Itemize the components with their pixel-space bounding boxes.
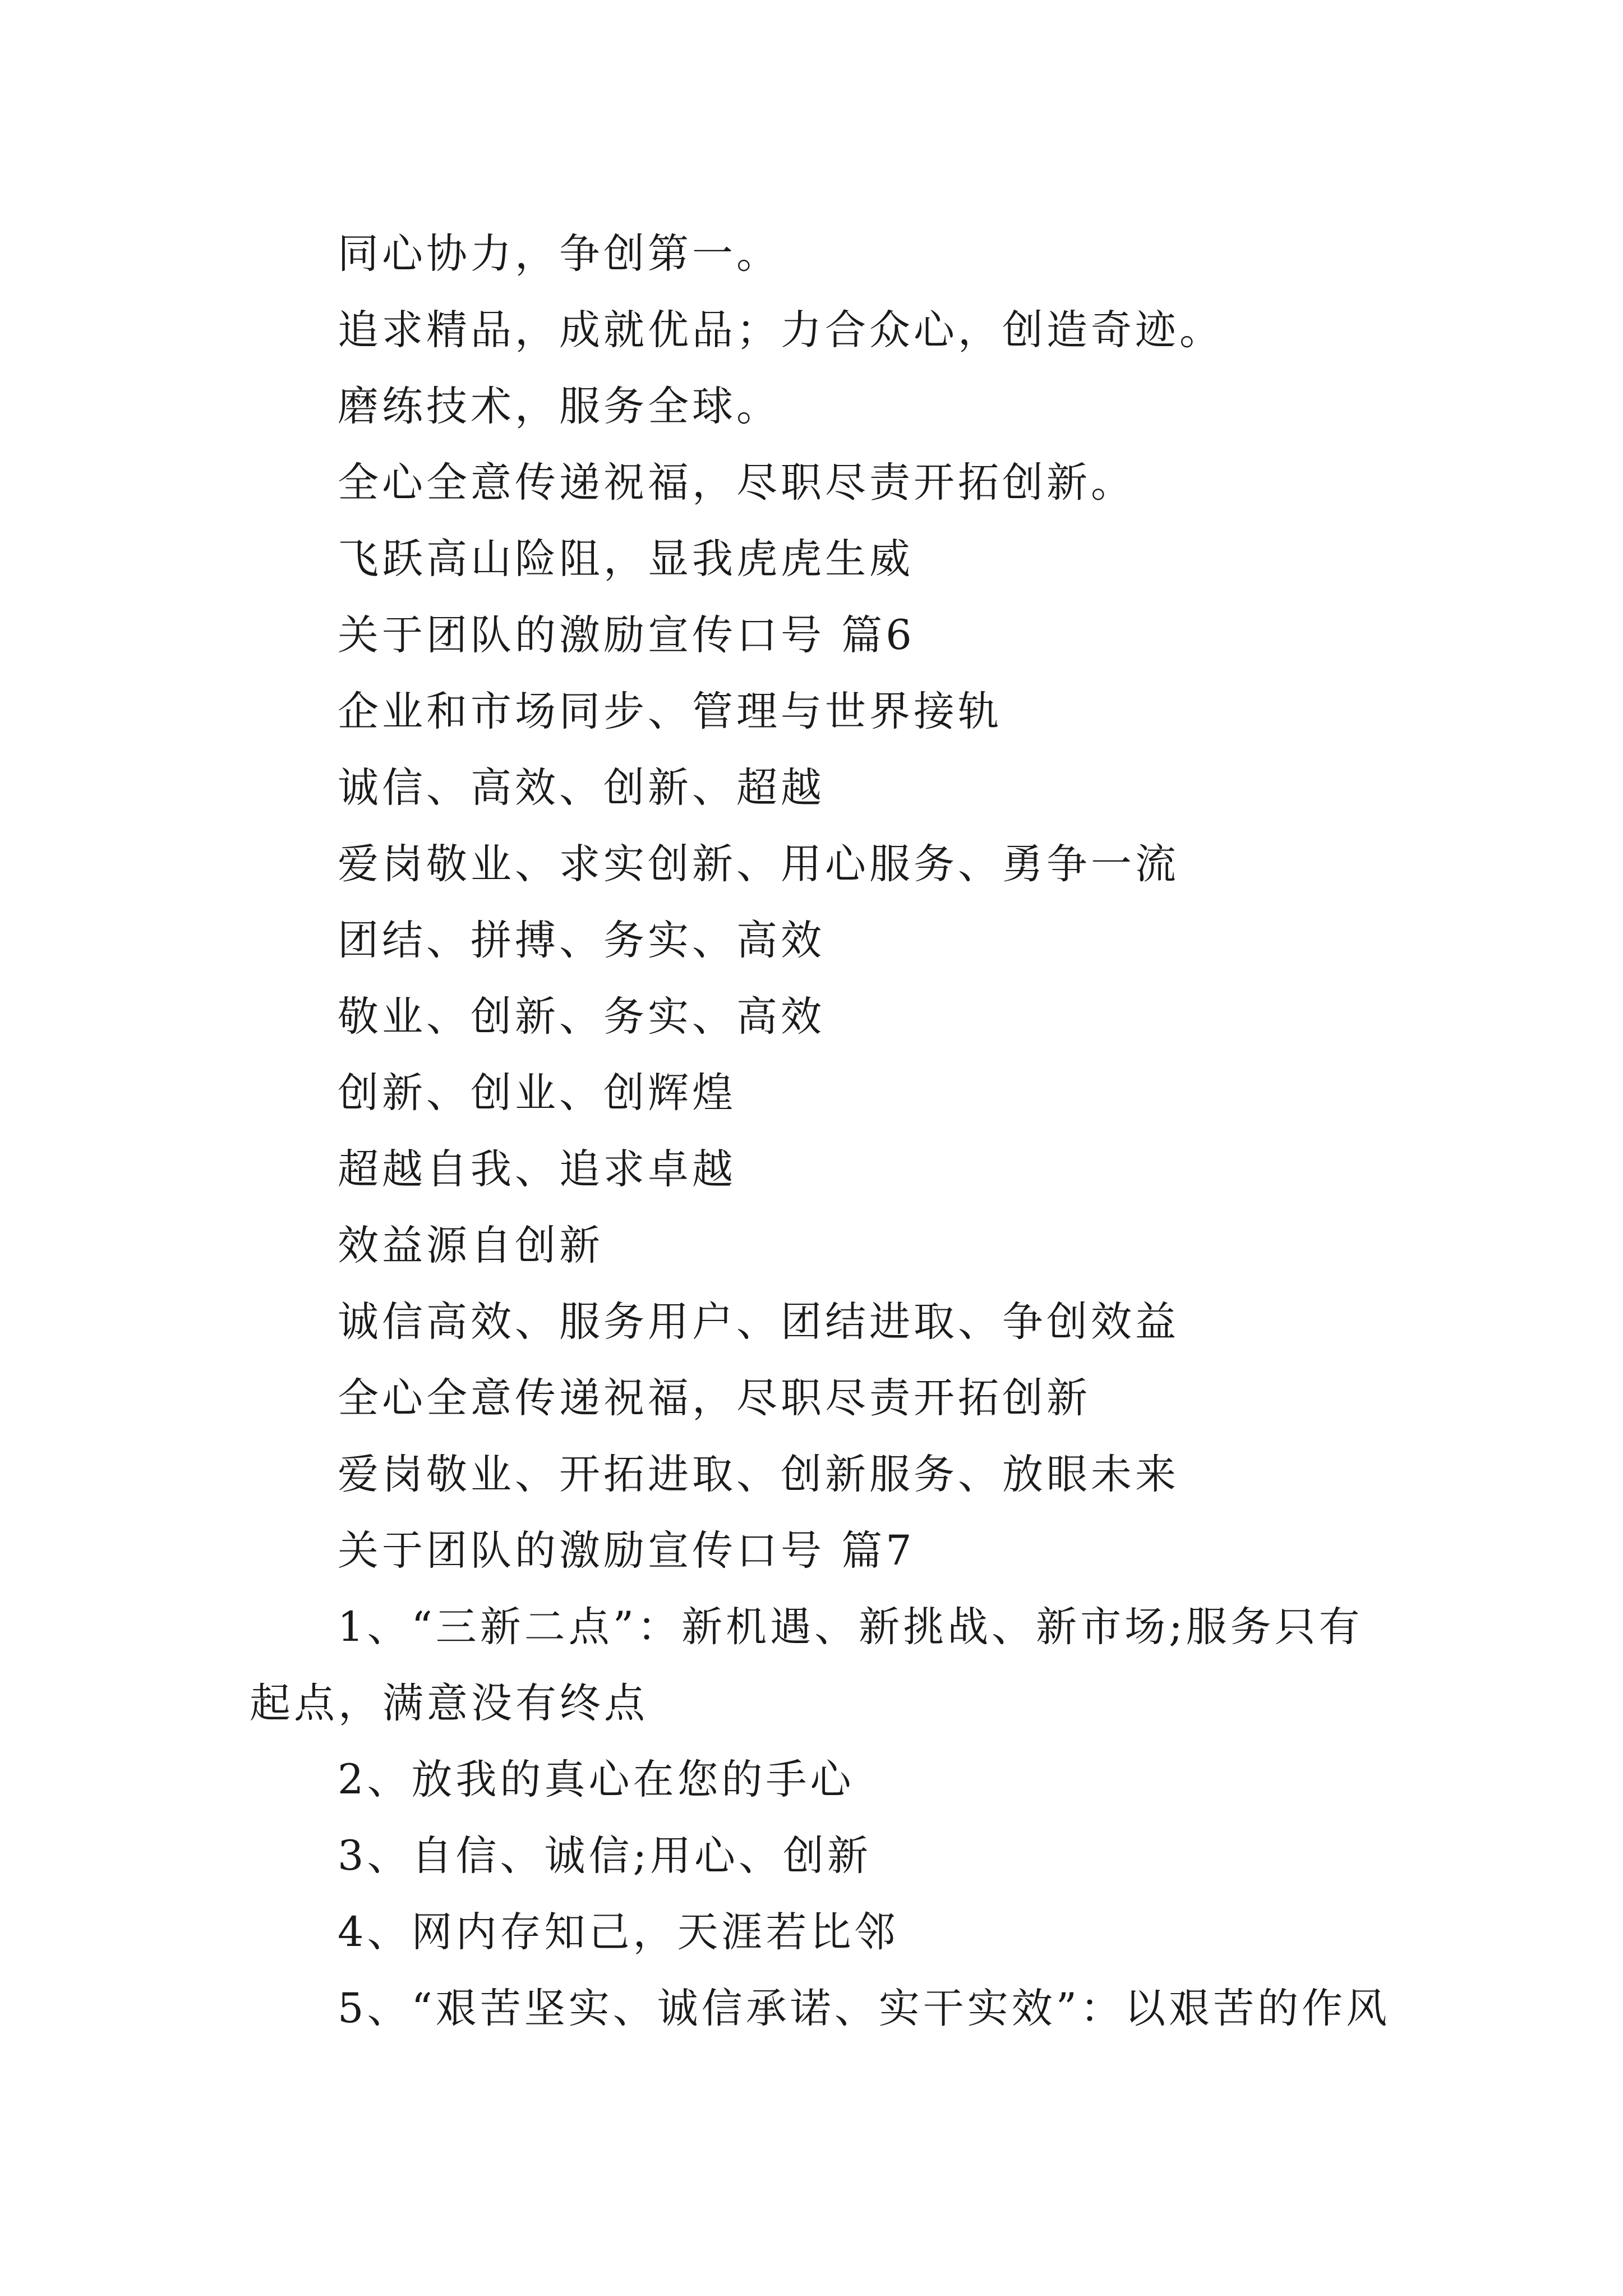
text-line: 诚信高效、服务用户、团结进取、争创效益: [338, 1298, 1179, 1346]
text-line: 飞跃高山险阻，显我虎虎生威: [338, 535, 914, 583]
text-paragraph: 1、“三新二点”：新机遇、新挑战、新市场;服务只有起点，满意没有终点: [250, 1603, 1363, 1727]
text-line: 5、“艰苦坚实、诚信承诺、实干实效”：以艰苦的作风: [338, 1985, 1391, 2032]
section-heading: 关于团队的激励宣传口号 篇6: [338, 611, 915, 659]
text-line: 敬业、创新、务实、高效: [338, 993, 825, 1041]
text-line: 超越自我、追求卓越: [338, 1145, 736, 1193]
text-line: 追求精品，成就优品；力合众心，创造奇迹。: [338, 306, 1224, 354]
text-line: 诚信、高效、创新、超越: [338, 764, 825, 812]
text-line: 2、放我的真心在您的手心: [338, 1756, 855, 1803]
text-line: 同心协力，争创第一。: [338, 230, 781, 278]
text-line: 团结、拼搏、务实、高效: [338, 917, 825, 964]
document-body: [250, 216, 1394, 2047]
text-line: 爱岗敬业、开拓进取、创新服务、放眼未来: [338, 1451, 1179, 1498]
section-heading: 关于团队的激励宣传口号 篇7: [338, 1527, 915, 1575]
text-line: 效益源自创新: [338, 1222, 603, 1269]
text-line: 创新、创业、创辉煌: [338, 1069, 736, 1117]
text-line: 爱岗敬业、求实创新、用心服务、勇争一流: [338, 840, 1179, 888]
text-line: 磨练技术，服务全球。: [338, 383, 781, 430]
text-line: 3、自信、诚信;用心、创新: [338, 1832, 872, 1880]
text-line: 全心全意传递祝福，尽职尽责开拓创新。: [338, 459, 1135, 507]
text-line: 全心全意传递祝福，尽职尽责开拓创新: [338, 1374, 1091, 1422]
text-line: 企业和市场同步、管理与世界接轨: [338, 688, 1002, 735]
text-line: 4、网内存知己，天涯若比邻: [338, 1908, 899, 1956]
